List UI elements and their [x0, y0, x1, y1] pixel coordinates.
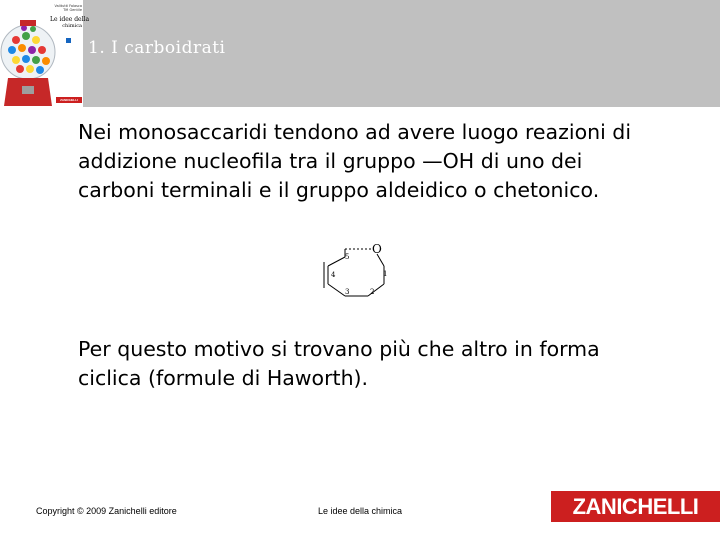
footer-book-title: Le idee della chimica	[318, 506, 403, 516]
book-cover-thumbnail	[0, 0, 90, 107]
zanichelli-logo: ZANICHELLI	[551, 491, 720, 522]
carbon-number-4: 4	[331, 271, 336, 279]
cover-title-line-1: Le idee della	[50, 16, 90, 23]
paragraph-nucleophilic-addition: Nei monosaccaridi tendono ad avere luogo reazioni di addizione nucleofila tra il gruppo —OH di uno dei carboni terminali e il gruppo aldeidico o chetonico.	[78, 120, 632, 202]
carbon-number-1: 1	[383, 270, 388, 278]
cover-authors: Valitutti Falasca Tifi Gentile	[54, 4, 82, 12]
paragraph-cyclic-form: Per questo motivo si trovano più che altro in forma ciclica (formule di Haworth).	[78, 337, 600, 390]
cover-title-line-2: chimica	[62, 23, 82, 29]
footer-copyright: Copyright © 2009 Zanichelli editore	[36, 506, 177, 516]
carbon-number-3: 3	[345, 288, 350, 296]
hemiacetal-ring-diagram	[318, 240, 394, 300]
oxygen-atom-label: O	[372, 242, 382, 256]
header-bar	[0, 0, 720, 107]
carbon-number-2: 2	[370, 288, 375, 296]
slide-title: 1. I carboidrati	[88, 38, 226, 58]
cover-publisher-mark: ZANICHELLI	[60, 98, 78, 102]
carbon-number-5: 5	[345, 253, 350, 261]
